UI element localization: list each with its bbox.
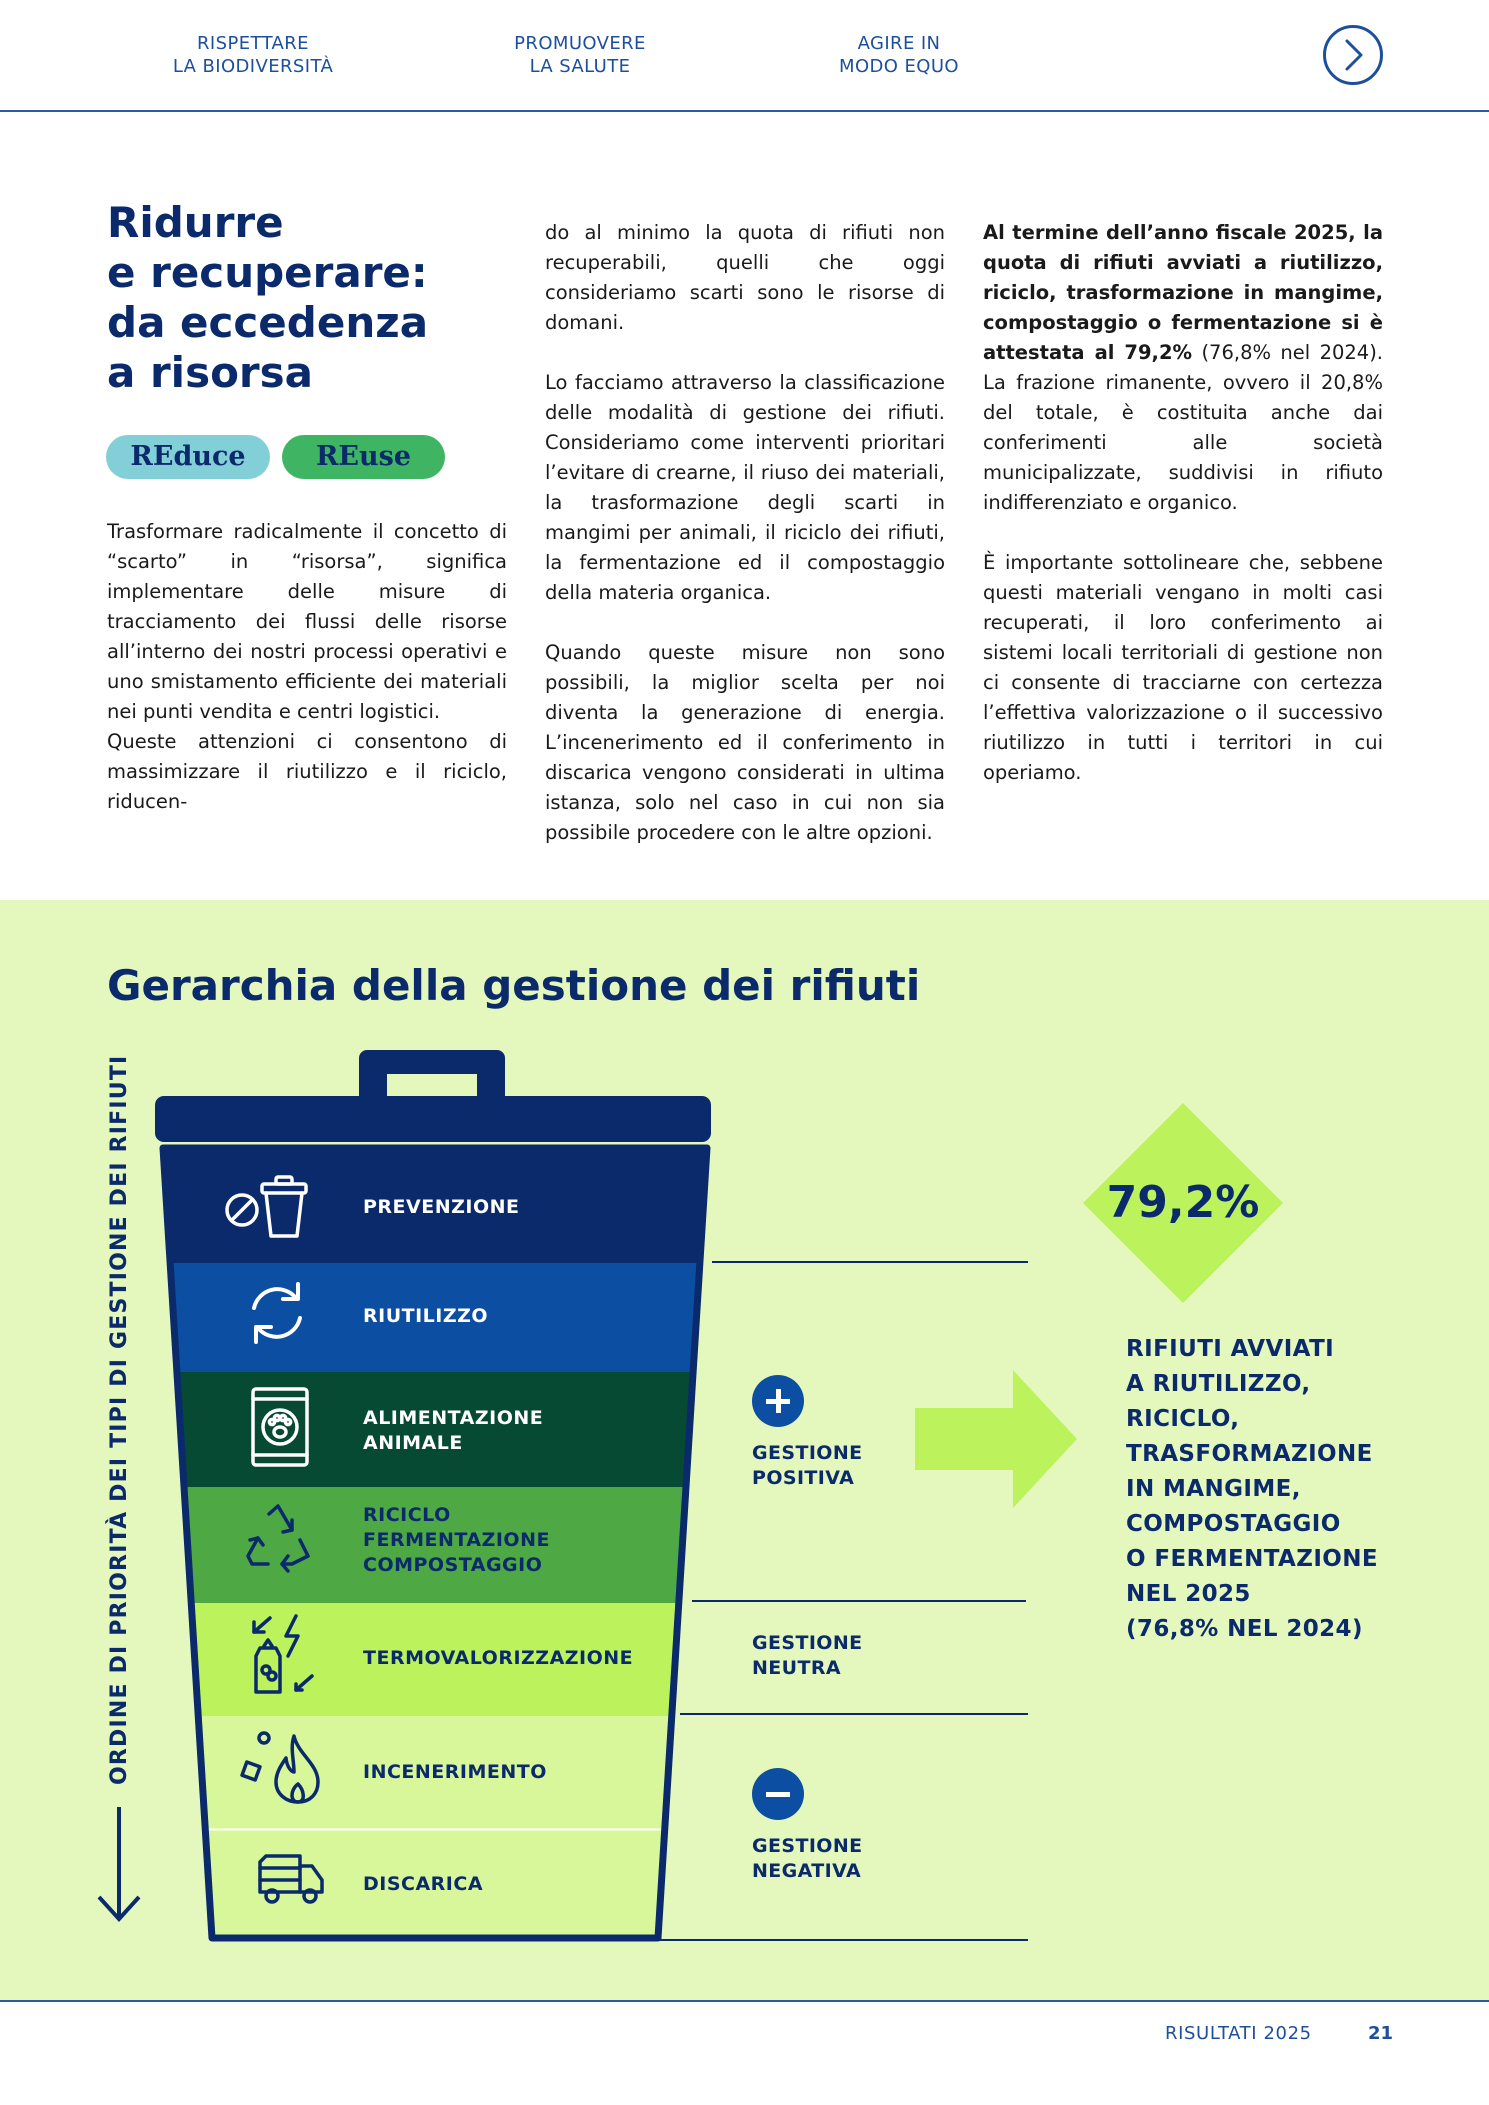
minus-icon [752, 1768, 804, 1820]
nav-item-biodiversita[interactable]: RISPETTARE LA BIODIVERSITÀ [172, 33, 334, 77]
pet-food-can-icon [248, 1385, 312, 1469]
plus-icon [752, 1375, 804, 1427]
waste-to-energy-icon [246, 1612, 326, 1698]
paragraph: Lo facciamo attraverso la classificazione delle modalità di gestione dei rifiuti. Consideriamo come interventi prioritari l’evitare di crearne, il riuso dei materiali, la trasformazione degli scarti in mangimi per animali, il riciclo dei rifiuti, la fermentazione ed il compostaggio della materia organica. [545, 371, 945, 604]
truck-icon [256, 1852, 326, 1906]
management-positive: GESTIONE POSITIVA [752, 1442, 863, 1489]
text-column-1 [107, 517, 507, 817]
paragraph: È importante sottolineare che, sebbene questi materiali vengano in molti casi recuperati, il loro conferimento ai sistemi locali territoriali di gestione non ci consente di tracciarne con certezza l’effettiva valorizzazione o il successivo riutilizzo in tutti i territori in cui operiamo. [983, 551, 1383, 784]
highlight-value: 79,2% [1106, 1177, 1260, 1228]
nav-item-agire[interactable]: AGIRE IN MODO EQUO [839, 33, 959, 77]
next-page-button[interactable] [1323, 25, 1383, 85]
bin-lid [155, 1096, 711, 1142]
management-negative: GESTIONE NEGATIVA [752, 1835, 863, 1882]
priority-axis-label: ORDINE DI PRIORITÀ DEI TIPI DI GESTIONE DEI RIFIUTI [107, 1054, 132, 1785]
paragraph: do al minimo la quota di rifiuti non recuperabili, quelli che oggi consideriamo scarti sono le risorse di domani. [545, 221, 945, 334]
paragraph: Trasformare radicalmente il concetto di “scarto” in “risorsa”, significa implementare delle misure di tracciamento dei flussi delle risorse all’interno dei nostri processi operativi e uno smistamento efficiente dei materiali nei punti vendita e centri logistici. [107, 520, 507, 723]
top-navigation [0, 0, 1489, 112]
layer-label-prevenzione: PREVENZIONE [363, 1196, 520, 1218]
nav-item-salute[interactable]: PROMUOVERE LA SALUTE [514, 33, 646, 77]
layer-label-alimentazione: ALIMENTAZIONE ANIMALE [363, 1407, 544, 1454]
paragraph: Quando queste misure non sono possibili, la miglior scelta per noi diventa la generazione di energia. L’incenerimento ed il conferimento in discarica vengono considerati in ultima istanza, solo nel caso in cui non sia possibile procedere con le altre opzioni. [545, 641, 945, 844]
highlight-description: RIFIUTI AVVIATI A RIUTILIZZO, RICICLO, TRASFORMAZIONE IN MANGIME, COMPOSTAGGIO O FERMENTAZIONE NEL 2025 (76,8% NEL 2024) [1126, 1336, 1378, 1642]
priority-arrow-icon [94, 1805, 144, 1925]
management-neutral: GESTIONE NEUTRA [752, 1632, 863, 1679]
paragraph [983, 218, 1383, 518]
separator-line [655, 1939, 1028, 1941]
footer-label: RISULTATI 2025 [1165, 2023, 1312, 2044]
layer-label-termovalorizzazione: TERMOVALORIZZAZIONE [363, 1647, 634, 1669]
layer-label-discarica: DISCARICA [363, 1873, 484, 1895]
chevron-right-icon [1326, 28, 1380, 82]
separator-line [692, 1600, 1026, 1602]
footer-divider [0, 2000, 1489, 2002]
page-title: Ridurre e recuperare: da eccedenza a risorsa [107, 198, 429, 397]
text-column-2 [545, 218, 945, 848]
text-column-3 [983, 218, 1383, 788]
reuse-arrows-icon [242, 1278, 312, 1348]
infographic-title: Gerarchia della gestione dei rifiuti [107, 961, 921, 1010]
separator-line [712, 1261, 1028, 1263]
layer-label-riciclo: RICICLO FERMENTAZIONE COMPOSTAGGIO [363, 1504, 550, 1576]
page-number: 21 [1368, 2023, 1394, 2044]
tag-reduce: REduce [106, 435, 270, 479]
tag-reuse: REuse [282, 435, 445, 479]
separator-line [680, 1713, 1028, 1715]
highlight-text: Al termine dell’anno fiscale 2025, la quota di rifiuti avviati a riutilizzo, riciclo, trasformazione in mangime, compostaggio o fermentazione si è attestata al 79,2% [983, 221, 1383, 364]
paragraph-rest: (76,8% nel 2024). La frazione rimanente, ovvero il 20,8% del totale, è costituita anche dai conferimenti alle società municipalizzate, suddivisi in rifiuto indifferenziato e organico. [983, 341, 1383, 514]
flame-icon [240, 1730, 324, 1806]
recycle-icon [242, 1500, 316, 1574]
arrow-right-icon [915, 1370, 1077, 1508]
paragraph: Queste attenzioni ci consentono di massimizzare il riutilizzo e il riciclo, riducen- [107, 730, 507, 813]
no-waste-bin-icon [222, 1172, 322, 1242]
layer-label-incenerimento: INCENERIMENTO [363, 1761, 547, 1783]
layer-label-riutilizzo: RIUTILIZZO [363, 1305, 489, 1327]
